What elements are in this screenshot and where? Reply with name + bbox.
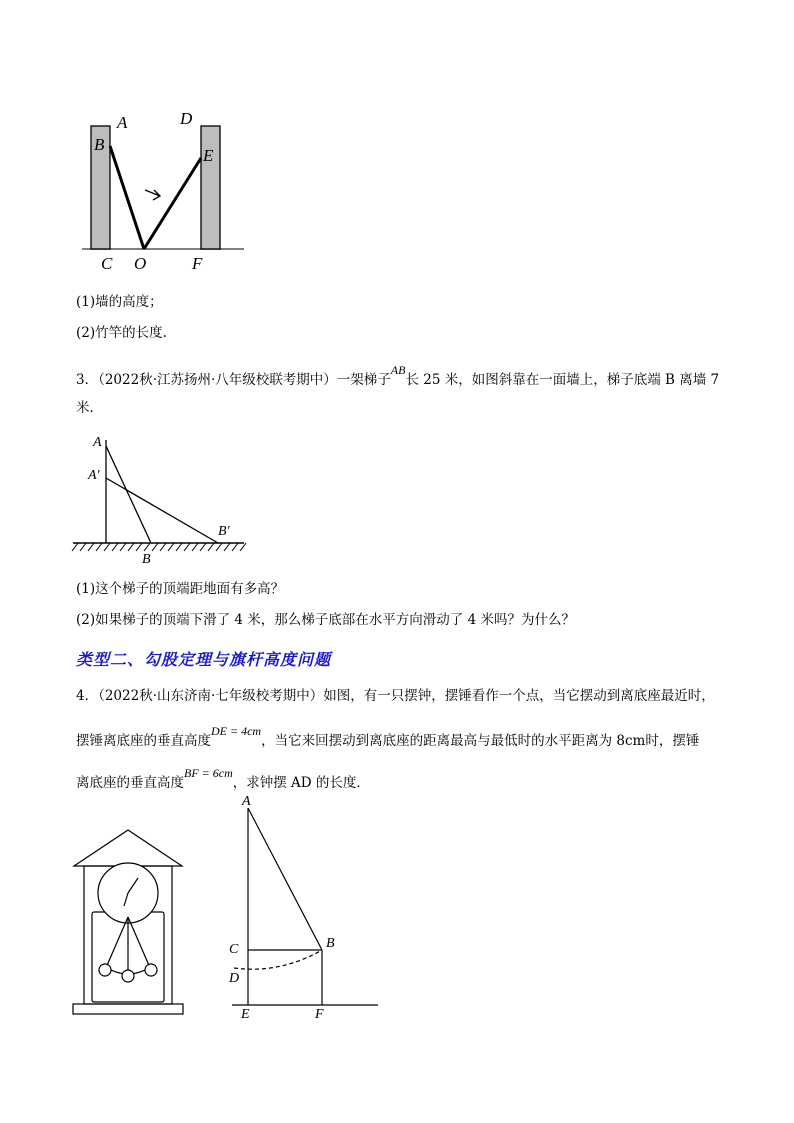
- label-a: A: [242, 794, 251, 809]
- q4-line2-pre: 摆锤离底座的垂直高度: [76, 733, 211, 749]
- label-b: B: [326, 936, 335, 951]
- label-a-prime: A′: [88, 468, 100, 483]
- label-b: B: [94, 135, 105, 154]
- segment-ab: [248, 808, 322, 950]
- label-b-prime: B′: [218, 524, 230, 539]
- q3-sub2: (2)如果梯子的顶端下滑了 4 米，那么梯子底部在水平方向滑动了 4 米吗？为什么？: [76, 612, 575, 628]
- label-b: B: [142, 552, 151, 567]
- label-c: C: [229, 942, 239, 957]
- label-e: E: [241, 1007, 250, 1022]
- label-d: D: [229, 971, 240, 986]
- q3-sub1: (1)这个梯子的顶端距地面有多高？: [76, 581, 285, 597]
- swing-arc: [234, 950, 322, 969]
- label-a: A: [117, 113, 128, 132]
- q4-line2-post: ，当它来回摆动到离底座的距离最高与最低时的水平距离为 8cm时，摆锤: [261, 733, 700, 749]
- q3-line2: 米．: [76, 400, 103, 416]
- q2-sub1: (1)墙的高度；: [76, 294, 163, 310]
- label-f: F: [315, 1007, 324, 1022]
- q2-sub2: (2)竹竿的长度.: [76, 325, 167, 341]
- label-e: E: [203, 146, 214, 165]
- section-heading: 类型二、勾股定理与旗杆高度问题: [76, 650, 332, 669]
- label-o: O: [134, 254, 147, 273]
- label-a: A: [93, 435, 102, 450]
- q3-line1-pre: 3．（2022秋·江苏扬州·八年级校联考期中）一架梯子: [76, 372, 391, 388]
- q4-math-bf: BF = 6cm: [184, 766, 233, 780]
- q4-math-de: DE = 4cm: [211, 724, 262, 738]
- label-c: C: [101, 254, 113, 273]
- q4-line1: 4．（2022秋·山东济南·七年级校考期中）如图，有一只摆钟，摆锤看作一个点，当它摆动到离底座最近时，: [76, 688, 715, 704]
- label-d: D: [180, 109, 193, 128]
- q3-math-ab: AB: [390, 363, 406, 377]
- q4-line3-post: ，求钟摆 AD 的长度．: [232, 775, 370, 791]
- q4-line3-pre: 离底座的垂直高度: [76, 775, 184, 791]
- q3-line1-post: 长 25 米，如图斜靠在一面墙上，梯子底端 B 离墙 7: [405, 372, 720, 388]
- label-f: F: [192, 254, 203, 273]
